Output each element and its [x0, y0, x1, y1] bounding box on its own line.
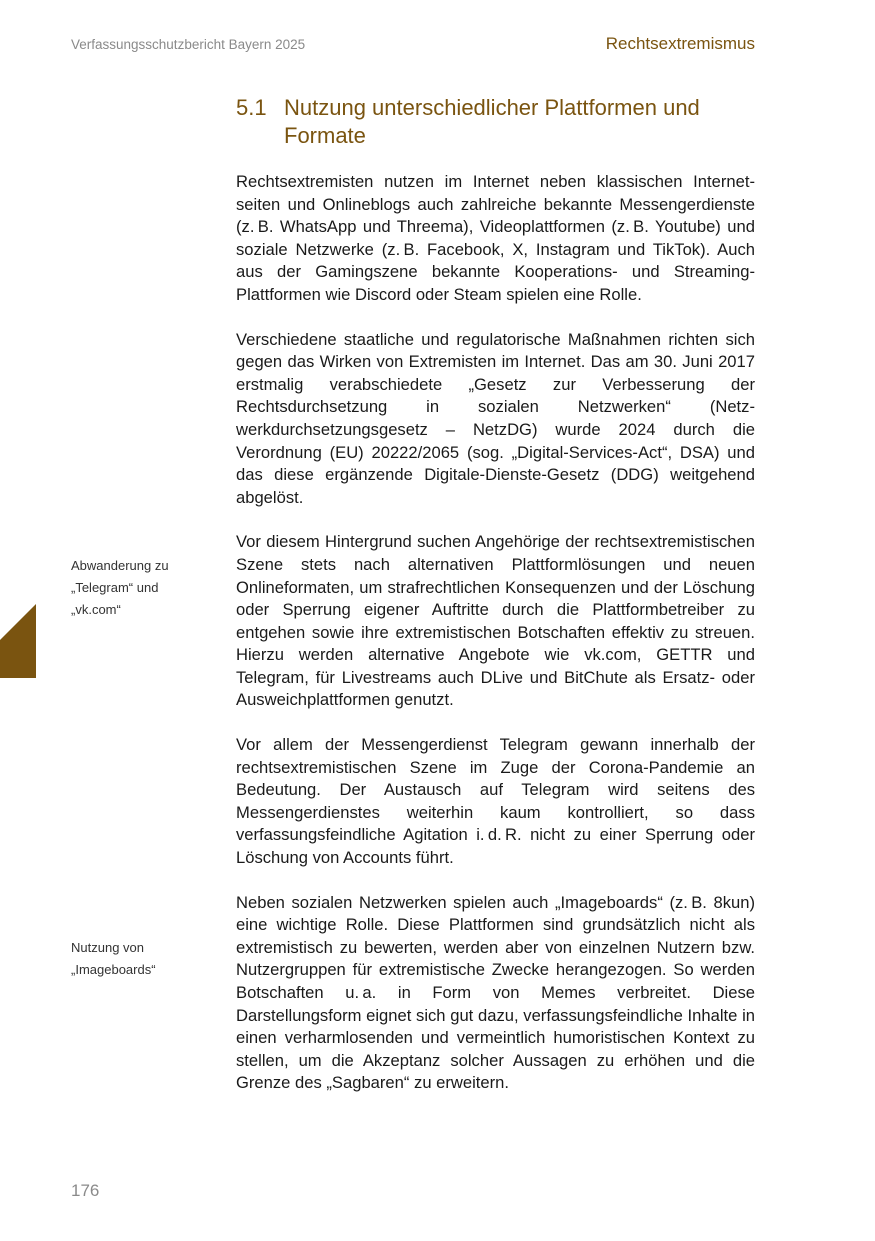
- section-number: 5.1: [236, 95, 267, 120]
- running-header-publication: Verfassungsschutzbericht Bayern 2025: [71, 37, 306, 52]
- paragraph-telegram: Vor allem der Messengerdienst Telegram gewann innerhalb der rechtsextremistischen Szene im Zuge der Corona-Pandemie an Bedeutung. Der Austausch auf Telegram wird seitens des Messengerdienstes weiterhin kaum kontrolliert, so dass verfassungsfeindliche Agitation i. d. R. nicht zu einer Sperrung oder Löschung von Accounts führt.: [236, 735, 755, 868]
- chapter-marker-shape: [0, 604, 36, 678]
- margin-note-imageboards: Nutzung von „Imageboards“: [71, 940, 156, 977]
- section-heading: [236, 94, 766, 150]
- section-title: Nutzung unterschiedlicher Plattformen und Formate: [284, 95, 700, 148]
- paragraph-platforms: Rechtsextremisten nutzen im Internet neben klassischen Internetseiten und Onlineblogs auch zahlreiche bekannte Messengerdienste (z. B. WhatsApp und Threema), Videoplattformen (z. B. Youtube) und soziale Netzwerke (z. B. Facebook, X, Instagram und TikTok). Auch aus der Gamingszene bekannte Kooperations- und Streaming-Plattformen wie Discord oder Steam spielen eine Rolle.: [236, 172, 755, 304]
- margin-note-telegram-vk: Abwanderung zu „Telegram“ und „vk.com“: [71, 558, 169, 617]
- paragraph-regulation: Verschiedene staatliche und regulatorische Maßnahmen richten sich gegen das Wirken von Extremisten im Internet. Das am 30. Juni 2017 erstmalig verabschiedete „Gesetz zur Verbesserung der Rechtsdurchsetzung in sozialen Netzwerken“ (Netzwerkdurchsetzungsgesetz – NetzDG) wurde 2024 durch die Verordnung (EU) 20222/2065 (sog. „Digital-Services-Act“, DSA) und das diese ergänzende Digitale-Dienste-Gesetz (DDG) weitgehend abgelöst.: [236, 329, 755, 507]
- chapter-marker-tab: [0, 604, 36, 678]
- paragraph-imageboards: Neben sozialen Netzwerken spielen auch „Imageboards“ (z. B. 8kun) eine wichtige Rolle. Diese Plattformen sind grundsätzlich nicht als extremistisch zu bewerten, werden aber von einzelnen Nutzern bzw. Nutzergruppen für extremistische Zwecke herangezogen. So werden Botschaften u. a. in Form von Memes verbreitet. Diese Darstellungsform eignet sich gut dazu, verfassungsfeindliche Inhalte in einen verharmlosenden und vermeintlich humoristischen Kontext zu stellen, um die Akzeptanz solcher Aussagen zu erhöhen und die Grenze des „Sagbaren“ zu erweitern.: [236, 892, 755, 1093]
- body-text: [236, 171, 755, 1117]
- running-header-chapter: Rechtsextremismus: [605, 34, 755, 53]
- paragraph-alternative-platforms: Vor diesem Hintergrund suchen Angehörige der rechtsextremistischen Szene stets nach alternativen Plattformlösungen und neuen Onlineformaten, um strafrechtlichen Konsequenzen und der Löschung oder Sperrung eigener Auftritte durch die Plattformbetreiber zu entgehen sowie ihre extremistischen Botschaften effektiv zu streuen. Hierzu werden alternative Angebote wie vk.com, GETTR und Telegram, für Livestreams auch DLive und BitChute als Ersatz- oder Ausweichplattformen genutzt.: [236, 532, 755, 710]
- page-number: 176: [71, 1181, 100, 1200]
